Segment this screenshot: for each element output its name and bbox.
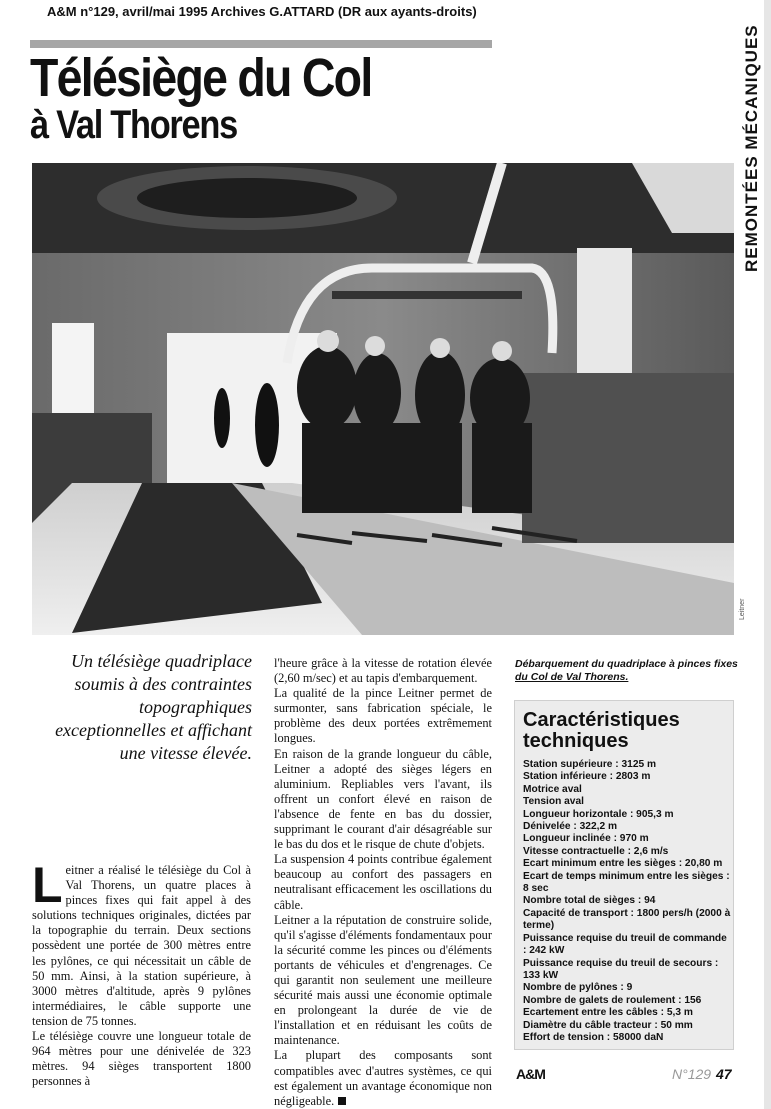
spec-item: Tension aval bbox=[523, 796, 584, 808]
paragraph: En raison de la grande longueur du câble, Leitner a adopté des sièges légers en aluminium. Repliables vers l'avant, ils offrent un confort élevé en raison de l'absence de fente en bas du dossier, supprimant le courant d'air désagréable sur le bas du dos et le risque de chute d'objets. bbox=[274, 746, 492, 852]
paragraph: La suspension 4 points contribue également beaucoup au confort des passagers en neutralisant efficacement les oscillations du câble. bbox=[274, 852, 492, 912]
spec-item: Effort de tension : 58000 daN bbox=[523, 1031, 664, 1043]
spec-item: Capacité de transport : 1800 pers/h (2000 à terme) bbox=[523, 907, 731, 932]
spec-item: Ecart de temps minimum entre les sièges : 8 sec bbox=[523, 870, 730, 895]
spec-item: Puissance requise du treuil de commande : 242 kW bbox=[523, 932, 727, 957]
spec-item: Nombre de pylônes : 9 bbox=[523, 982, 633, 994]
article-title: Télésiège du Col bbox=[30, 48, 372, 108]
article-column-1 bbox=[32, 857, 251, 1089]
spec-item: Puissance requise du treuil de secours : 133 kW bbox=[523, 957, 719, 981]
spec-item: Dénivelée : 322,2 m bbox=[523, 821, 618, 833]
caption-line: Débarquement du quadriplace à pinces fixes bbox=[515, 658, 738, 670]
section-label: REMONTÉES MÉCANIQUES bbox=[742, 24, 761, 272]
photo-credit: Leitner bbox=[739, 598, 746, 620]
end-mark bbox=[338, 1097, 346, 1105]
page-number: 47 bbox=[716, 1066, 732, 1082]
article-subtitle: à Val Thorens bbox=[30, 103, 237, 147]
paragraph: La qualité de la pince Leitner permet de surmonter, sans fabrication spéciale, le problème des deux portées extrêmement longues. bbox=[274, 686, 492, 746]
specs-list bbox=[523, 759, 731, 1044]
paragraph: La plupart des composants sont compatibles avec d'autres systèmes, ce qui est également un avantage économique non négligeable. bbox=[274, 1048, 492, 1108]
spec-item: Station inférieure : 2803 m bbox=[523, 771, 651, 783]
chairlift-photo bbox=[32, 163, 734, 635]
paragraph: eitner a réalisé le télésiège du Col à Val Thorens, un quatre places à pinces fixes qui fait appel à des solutions techniques originales, dictées par la topographie du terrain. Deux sections possèdent une portée de 300 mètres entre les pylônes, ce qui nécessitait un câble de 50 mm. Ainsi, à la station supérieure, à 3000 mètres d'altitude, après 9 pylônes intermédiaires, le câble supporte une tension de 75 tonnes. bbox=[32, 863, 251, 1028]
spec-item: Ecart minimum entre les sièges : 20,80 m bbox=[523, 858, 723, 870]
spec-item: Longueur inclinée : 970 m bbox=[523, 833, 649, 845]
specs-box bbox=[514, 700, 734, 1050]
drop-cap: L bbox=[32, 857, 63, 913]
magazine-logo: A&M bbox=[516, 1066, 545, 1082]
spec-item: Nombre total de sièges : 94 bbox=[523, 895, 656, 907]
article-column-2 bbox=[274, 656, 492, 1109]
paragraph: l'heure grâce à la vitesse de rotation élevée (2,60 m/sec) et au tapis d'embarquement. bbox=[274, 656, 492, 686]
spec-item: Diamètre du câble tracteur : 50 mm bbox=[523, 1019, 693, 1031]
paragraph: Leitner a la réputation de construire solide, qu'il s'agisse d'éléments fondamentaux pour la sécurité comme les pinces ou d'éléments portants de véhicules et d'engrenages. Ce qui garantit non seulement une meilleure sécurité mais aussi une économie optimale en prolongeant la durée de vie de l'installation et en réduisant les coûts de maintenance. bbox=[274, 912, 492, 1048]
spec-item: Longueur horizontale : 905,3 m bbox=[523, 808, 674, 820]
lead-text: Un télésiège quadriplace soumis à des contraintes topographiques exceptionnelles et affichant une vitesse élevée. bbox=[55, 651, 252, 763]
spec-item: Nombre de galets de roulement : 156 bbox=[523, 994, 702, 1006]
caption-line: du Col de Val Thorens. bbox=[515, 671, 629, 683]
source-line: A&M n°129, avril/mai 1995 Archives G.ATTARD (DR aux ayants-droits) bbox=[47, 4, 477, 19]
paragraph: Le télésiège couvre une longueur totale de 964 mètres pour une dénivelée de 323 mètres. 94 sièges transportent 1800 personnes à bbox=[32, 1029, 251, 1089]
spec-item: Station supérieure : 3125 m bbox=[523, 759, 657, 770]
issue-number: N°129 bbox=[672, 1066, 712, 1082]
spec-item: Vitesse contractuelle : 2,6 m/s bbox=[523, 845, 669, 857]
photo-caption bbox=[515, 658, 740, 684]
specs-title: Caractéristiques techniques bbox=[523, 709, 680, 752]
spec-item: Motrice aval bbox=[523, 783, 582, 795]
spec-item: Ecartement entre les câbles : 5,3 m bbox=[523, 1007, 693, 1019]
title-rule bbox=[30, 40, 492, 48]
